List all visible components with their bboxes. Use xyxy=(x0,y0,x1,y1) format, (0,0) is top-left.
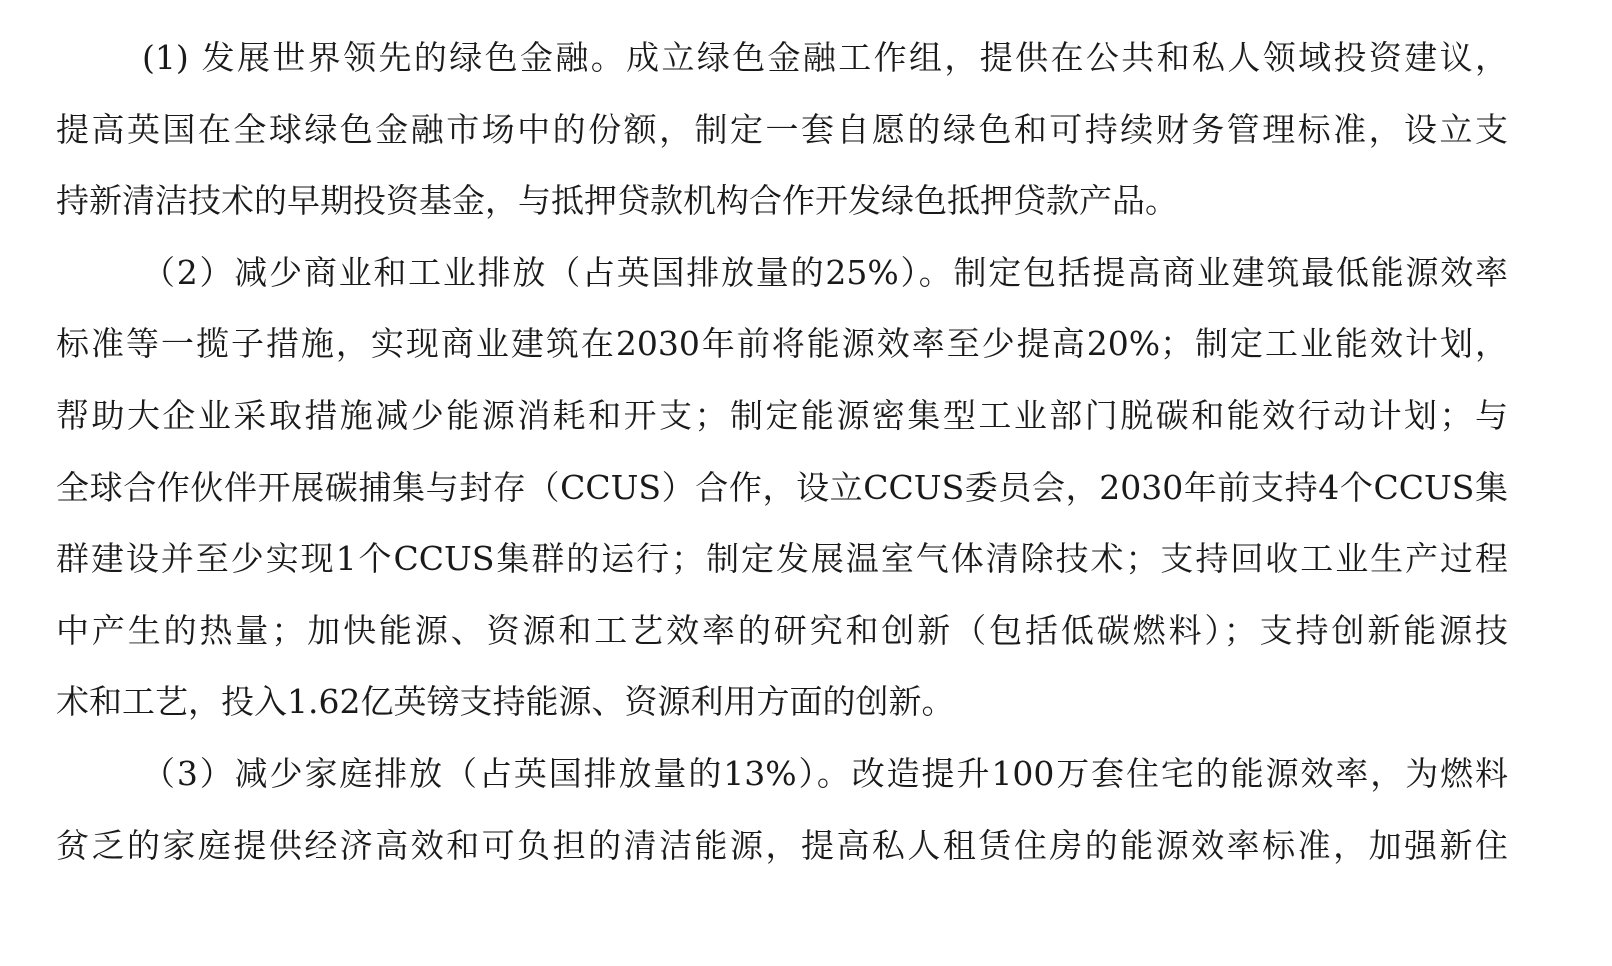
text-line: 帮助大企业采取措施减少能源消耗和开支；制定能源密集型工业部门脱碳和能效行动计划；与 xyxy=(56,395,1508,435)
text-line: 术和工艺，投入1.62亿英镑支持能源、资源利用方面的创新。 xyxy=(56,682,955,722)
text-line: 持新清洁技术的早期投资基金，与抵押贷款机构合作开发绿色抵押贷款产品。 xyxy=(56,181,1178,221)
text-line: 中产生的热量；加快能源、资源和工艺效率的研究和创新（包括低碳燃料）；支持创新能源技 xyxy=(56,610,1508,650)
text-line: (1) 发展世界领先的绿色金融。成立绿色金融工作组，提供在公共和私人领域投资建议， xyxy=(142,38,1508,77)
document-body xyxy=(56,22,1508,881)
text-line: 提高英国在全球绿色金融市场中的份额，制定一套自愿的绿色和可持续财务管理标准，设立支 xyxy=(56,109,1508,149)
text-line: （2）减少商业和工业排放（占英国排放量的25%）。制定包括提高商业建筑最低能源效率 xyxy=(142,252,1508,292)
text-line: （3）减少家庭排放（占英国排放量的13%）。改造提升100万套住宅的能源效率，为燃料 xyxy=(142,753,1508,793)
text-line: 标准等一揽子措施，实现商业建筑在2030年前将能源效率至少提高20%；制定工业能效计划， xyxy=(56,324,1508,364)
paragraph-industrial-emissions xyxy=(56,237,1508,738)
text-line: 群建设并至少实现1个CCUS集群的运行；制定发展温室气体清除技术；支持回收工业生产过程 xyxy=(56,539,1508,579)
text-line: 贫乏的家庭提供经济高效和可负担的清洁能源，提高私人租赁住房的能源效率标准，加强新住 xyxy=(56,825,1508,865)
text-line: 全球合作伙伴开展碳捕集与封存（CCUS）合作，设立CCUS委员会，2030年前支持4个CCUS集 xyxy=(56,467,1508,507)
paragraph-household-emissions xyxy=(56,738,1508,881)
paragraph-green-finance xyxy=(56,22,1508,237)
